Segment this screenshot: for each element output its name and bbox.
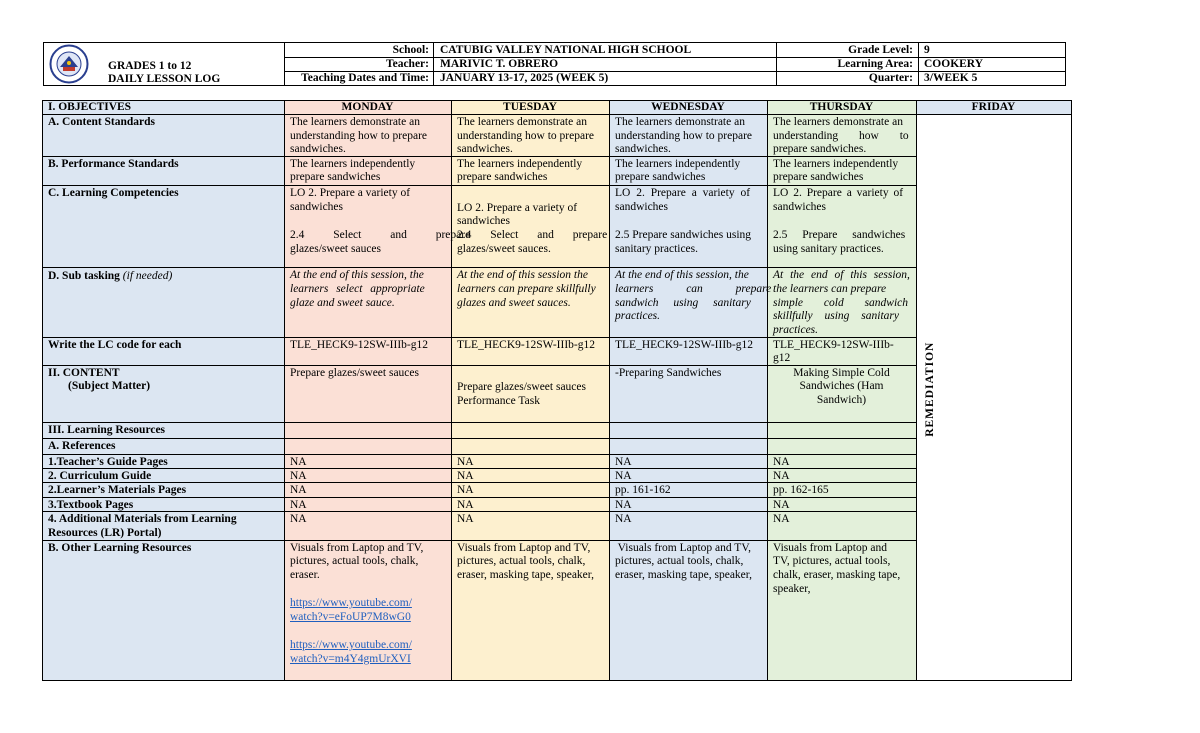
row-divider bbox=[42, 540, 916, 541]
objectives-header: I. OBJECTIVES bbox=[48, 101, 132, 113]
wednesday-perf-std-2: prepare sandwiches bbox=[615, 171, 706, 183]
wednesday-tg: NA bbox=[615, 456, 632, 468]
col-divider bbox=[609, 100, 610, 681]
row-label-curriculum: 2. Curriculum Guide bbox=[48, 470, 152, 482]
divider bbox=[918, 42, 919, 86]
row-label-content-standards: A. Content Standards bbox=[48, 116, 156, 128]
area-value: COOKERY bbox=[924, 58, 984, 70]
teacher-label: Teacher: bbox=[385, 58, 429, 70]
row-label-content-sub: (Subject Matter) bbox=[68, 380, 151, 392]
thursday-subtask-4: skillfully using sanitary bbox=[773, 310, 899, 322]
monday-content: Prepare glazes/sweet sauces bbox=[290, 367, 419, 379]
row-label-additional-1: 4. Additional Materials from Learning bbox=[48, 513, 237, 525]
wednesday-lc-code: TLE_HECK9-12SW-IIIb-g12 bbox=[615, 339, 753, 351]
divider bbox=[776, 42, 777, 86]
wednesday-comp-2: sandwiches bbox=[615, 201, 669, 213]
monday-comp-1: LO 2. Prepare a variety of bbox=[290, 187, 411, 199]
tuesday-content-std-3: sandwiches. bbox=[457, 143, 513, 155]
row-label-competencies: C. Learning Competencies bbox=[48, 187, 179, 199]
tuesday-cg: NA bbox=[457, 470, 474, 482]
thursday-perf-std-2: prepare sandwiches bbox=[773, 171, 864, 183]
thursday-content-std-2: understanding how to bbox=[773, 130, 909, 142]
log-title-line2: DAILY LESSON LOG bbox=[108, 73, 221, 85]
monday-lc-code: TLE_HECK9-12SW-IIIb-g12 bbox=[290, 339, 428, 351]
tuesday-perf-std-2: prepare sandwiches bbox=[457, 171, 548, 183]
row-label-lm-pages: 2.Learner’s Materials Pages bbox=[48, 484, 187, 496]
thursday-lc-code-1: TLE_HECK9-12SW-IIIb- bbox=[773, 339, 894, 351]
deped-seal-logo bbox=[48, 44, 90, 84]
teacher-value: MARIVIC T. OBRERO bbox=[440, 58, 559, 70]
day-header-monday: MONDAY bbox=[341, 101, 394, 113]
tuesday-perf-std-1: The learners independently bbox=[457, 158, 583, 170]
monday-subtask-1: At the end of this session, the bbox=[290, 269, 424, 281]
monday-video-link-1b[interactable] bbox=[290, 611, 411, 625]
wednesday-content-std-3: sandwiches. bbox=[615, 143, 671, 155]
tuesday-lc-code: TLE_HECK9-12SW-IIIb-g12 bbox=[457, 339, 595, 351]
thursday-cg: NA bbox=[773, 470, 790, 482]
tuesday-other-1: Visuals from Laptop and TV, bbox=[457, 542, 591, 554]
thursday-subtask-3: simple cold sandwich bbox=[773, 297, 909, 309]
thursday-content-std-1: The learners demonstrate an bbox=[773, 116, 903, 128]
thursday-tb: NA bbox=[773, 499, 790, 511]
row-label-references: A. References bbox=[48, 440, 116, 452]
monday-cg: NA bbox=[290, 470, 307, 482]
monday-comp-4: glazes/sweet sauces bbox=[290, 243, 382, 255]
row-label-performance-standards: B. Performance Standards bbox=[48, 158, 179, 170]
tuesday-other-3: eraser, masking tape, speaker, bbox=[457, 569, 595, 581]
monday-video-link-2[interactable] bbox=[290, 639, 412, 653]
dates-value: JANUARY 13-17, 2025 (WEEK 5) bbox=[440, 72, 609, 84]
row-label-other: B. Other Learning Resources bbox=[48, 542, 192, 554]
monday-video-link-1-line1: https://www.youtube.com/ bbox=[290, 597, 412, 609]
thursday-comp-3: 2.5 Prepare sandwiches bbox=[773, 229, 906, 241]
wednesday-comp-4: sanitary practices. bbox=[615, 243, 699, 255]
school-label: School: bbox=[392, 44, 429, 56]
monday-other-2: pictures, actual tools, chalk, bbox=[290, 555, 419, 567]
row-divider bbox=[42, 438, 916, 439]
log-title-line1: GRADES 1 to 12 bbox=[108, 60, 192, 72]
row-label-lc-code: Write the LC code for each bbox=[48, 339, 182, 351]
tuesday-lr: NA bbox=[457, 513, 474, 525]
tuesday-other-2: pictures, actual tools, chalk, bbox=[457, 555, 586, 567]
tuesday-subtask-3: glazes and sweet sauces. bbox=[457, 297, 571, 309]
tuesday-comp-3: 2.4 Select and prepare bbox=[457, 229, 608, 241]
thursday-tg: NA bbox=[773, 456, 790, 468]
thursday-perf-std-1: The learners independently bbox=[773, 158, 899, 170]
divider bbox=[284, 42, 285, 86]
wednesday-lr: NA bbox=[615, 513, 632, 525]
thursday-other-3: chalk, eraser, masking tape, bbox=[773, 569, 901, 581]
thursday-other-2: TV, pictures, actual tools, bbox=[773, 555, 891, 567]
wednesday-lm: pp. 161-162 bbox=[615, 484, 671, 496]
wednesday-subtask-4: practices. bbox=[615, 310, 661, 322]
subtasking-title: D. Sub tasking bbox=[48, 270, 120, 282]
thursday-subtask-5: practices. bbox=[773, 324, 819, 336]
tuesday-tb: NA bbox=[457, 499, 474, 511]
wednesday-other-2: pictures, actual tools, chalk, bbox=[615, 555, 744, 567]
col-divider bbox=[451, 100, 452, 681]
day-header-thursday: THURSDAY bbox=[809, 101, 874, 113]
row-label-subtasking bbox=[48, 270, 172, 284]
dates-label: Teaching Dates and Time: bbox=[301, 72, 429, 84]
monday-video-link-2-line1: https://www.youtube.com/ bbox=[290, 639, 412, 651]
day-header-tuesday: TUESDAY bbox=[503, 101, 557, 113]
thursday-comp-1: LO 2. Prepare a variety of bbox=[773, 187, 904, 199]
thursday-content-3: Sandwich) bbox=[816, 394, 867, 406]
tuesday-content-std-1: The learners demonstrate an bbox=[457, 116, 587, 128]
thursday-comp-4: using sanitary practices. bbox=[773, 243, 884, 255]
row-label-tg-pages: 1.Teacher’s Guide Pages bbox=[48, 456, 168, 468]
remediation-label: REMEDIATION bbox=[924, 341, 937, 437]
monday-tb: NA bbox=[290, 499, 307, 511]
thursday-lr: NA bbox=[773, 513, 790, 525]
thursday-content-std-3: prepare sandwiches. bbox=[773, 143, 867, 155]
tuesday-comp-1: LO 2. Prepare a variety of bbox=[457, 202, 578, 214]
quarter-label: Quarter: bbox=[868, 72, 913, 84]
wednesday-subtask-2: learners can prepare bbox=[615, 283, 772, 295]
row-label-resources: III. Learning Resources bbox=[48, 424, 166, 436]
monday-video-link-2b[interactable] bbox=[290, 653, 411, 667]
wednesday-subtask-1: At the end of this session, the bbox=[615, 269, 749, 281]
monday-content-std-3: sandwiches. bbox=[290, 143, 346, 155]
row-divider bbox=[42, 185, 916, 186]
day-header-friday: FRIDAY bbox=[971, 101, 1016, 113]
tuesday-content-2: Performance Task bbox=[457, 395, 540, 407]
monday-video-link-2-line2: watch?v=m4Y4gmUrXVI bbox=[290, 653, 411, 665]
row-divider bbox=[42, 454, 916, 455]
tuesday-subtask-1: At the end of this session the bbox=[457, 269, 588, 281]
row-divider bbox=[42, 422, 916, 423]
wednesday-subtask-3: sandwich using sanitary bbox=[615, 297, 751, 309]
day-header-wednesday: WEDNESDAY bbox=[651, 101, 725, 113]
row-label-textbook: 3.Textbook Pages bbox=[48, 499, 134, 511]
thursday-lm: pp. 162-165 bbox=[773, 484, 829, 496]
thursday-content-1: Making Simple Cold bbox=[793, 367, 890, 379]
row-divider bbox=[42, 267, 916, 268]
monday-subtask-3: glaze and sweet sauce. bbox=[290, 297, 395, 309]
grade-label: Grade Level: bbox=[848, 44, 913, 56]
thursday-subtask-1: At the end of this session, bbox=[773, 269, 910, 281]
divider bbox=[433, 42, 434, 86]
tuesday-comp-2: sandwiches bbox=[457, 215, 511, 227]
monday-content-std-2: understanding how to prepare bbox=[290, 130, 428, 142]
wednesday-comp-3: 2.5 Prepare sandwiches using bbox=[615, 229, 752, 241]
tuesday-content-1: Prepare glazes/sweet sauces bbox=[457, 381, 586, 393]
wednesday-content-std-1: The learners demonstrate an bbox=[615, 116, 745, 128]
row-label-content: II. CONTENT bbox=[48, 367, 120, 379]
monday-comp-3: 2.4 Select and prepare bbox=[290, 229, 471, 241]
wednesday-content-std-2: understanding how to prepare bbox=[615, 130, 753, 142]
monday-perf-std-1: The learners independently bbox=[290, 158, 416, 170]
thursday-subtask-2: the learners can prepare bbox=[773, 283, 887, 295]
wednesday-other-3: eraser, masking tape, speaker, bbox=[615, 569, 753, 581]
row-label-additional-2: Resources (LR) Portal) bbox=[48, 527, 162, 539]
monday-subtask-2: learners select appropriate bbox=[290, 283, 425, 295]
thursday-lc-code-2: g12 bbox=[773, 352, 791, 364]
tuesday-lm: NA bbox=[457, 484, 474, 496]
monday-comp-2: sandwiches bbox=[290, 201, 344, 213]
grade-value: 9 bbox=[924, 44, 930, 56]
wednesday-other-1: Visuals from Laptop and TV, bbox=[615, 542, 752, 554]
monday-tg: NA bbox=[290, 456, 307, 468]
monday-lr: NA bbox=[290, 513, 307, 525]
school-value: CATUBIG VALLEY NATIONAL HIGH SCHOOL bbox=[440, 44, 692, 56]
col-divider bbox=[916, 100, 917, 681]
wednesday-content: -Preparing Sandwiches bbox=[615, 367, 722, 379]
col-divider bbox=[284, 100, 285, 681]
wednesday-tb: NA bbox=[615, 499, 632, 511]
monday-content-std-1: The learners demonstrate an bbox=[290, 116, 420, 128]
thursday-content-2: Sandwiches (Ham bbox=[799, 380, 884, 392]
wednesday-cg: NA bbox=[615, 470, 632, 482]
tuesday-comp-4: glazes/sweet sauces. bbox=[457, 243, 551, 255]
thursday-other-1: Visuals from Laptop and bbox=[773, 542, 887, 554]
tuesday-content-std-2: understanding how to prepare bbox=[457, 130, 595, 142]
quarter-value: 3/WEEK 5 bbox=[924, 72, 978, 84]
wednesday-comp-1: LO 2. Prepare a variety of bbox=[615, 187, 751, 199]
subtasking-note: (if needed) bbox=[122, 270, 173, 282]
monday-other-1: Visuals from Laptop and TV, bbox=[290, 542, 424, 554]
monday-video-link-1-line2: watch?v=eFoUP7M8wG0 bbox=[290, 611, 411, 623]
tuesday-tg: NA bbox=[457, 456, 474, 468]
wednesday-perf-std-1: The learners independently bbox=[615, 158, 741, 170]
area-label: Learning Area: bbox=[837, 58, 913, 70]
monday-other-3: eraser. bbox=[290, 569, 320, 581]
tuesday-subtask-2: learners can prepare skillfully bbox=[457, 283, 596, 295]
monday-lm: NA bbox=[290, 484, 307, 496]
thursday-comp-2: sandwiches bbox=[773, 201, 827, 213]
monday-perf-std-2: prepare sandwiches bbox=[290, 171, 381, 183]
monday-video-link-1[interactable] bbox=[290, 597, 412, 611]
thursday-other-4: speaker, bbox=[773, 583, 811, 595]
